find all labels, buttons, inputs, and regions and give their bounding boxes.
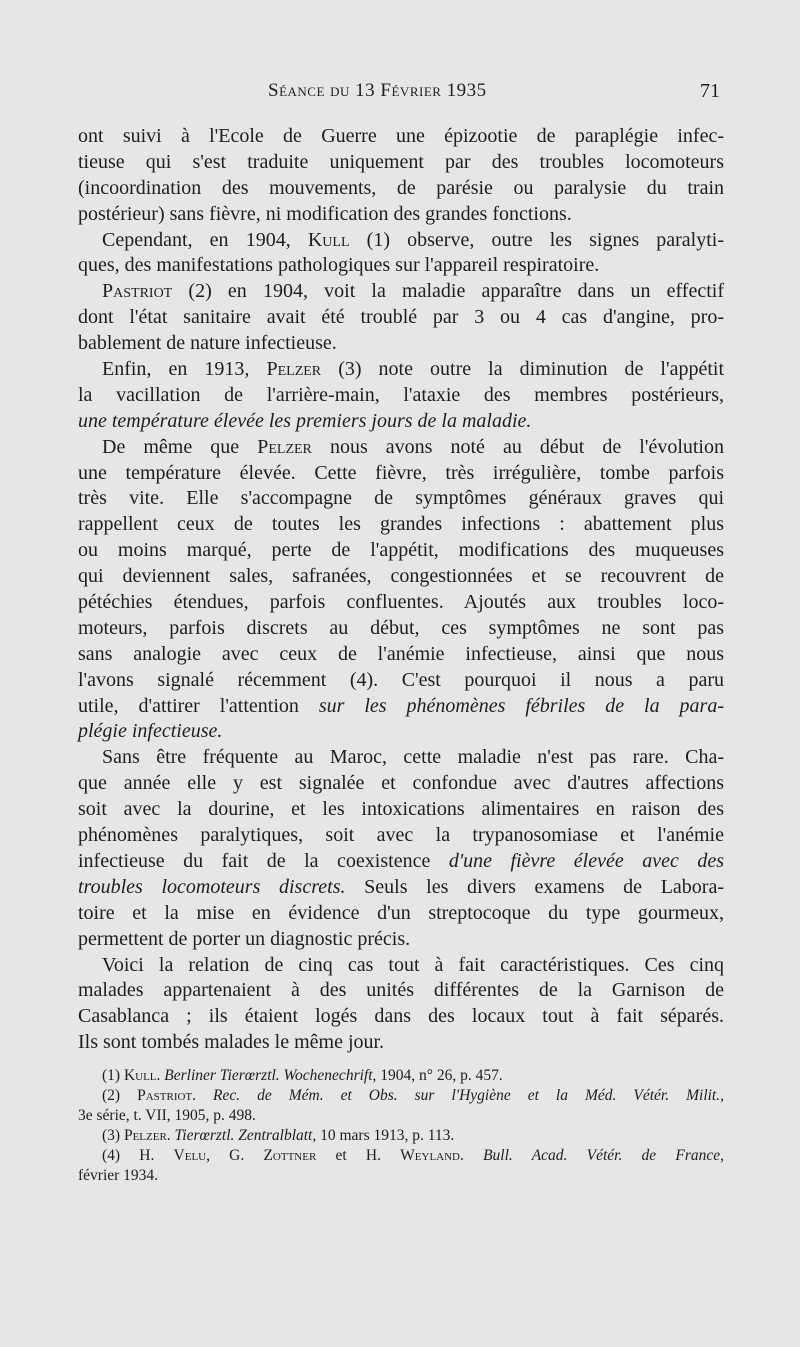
text-line xyxy=(78,849,724,875)
author-name: Kull. xyxy=(123,1067,161,1084)
text-run: Seuls les divers examens de Labora- xyxy=(345,875,724,898)
text-line: dont l'état sanitaire avait été troublé par 3 ou 4 cas d'angine, pro- xyxy=(78,306,724,329)
note-marker: (2) xyxy=(102,1087,138,1104)
text-line: une température élevée les premiers jours de la maladie. xyxy=(78,409,532,432)
text-line xyxy=(78,279,724,305)
note-marker: (4) H. xyxy=(102,1147,174,1164)
text-line: moteurs, parfois discrets au début, ces symptômes ne sont pas xyxy=(78,616,724,639)
author-name: Pelzer. xyxy=(123,1127,171,1144)
text-line: que année elle y est signalée et confondue avec d'autres affections xyxy=(78,772,724,795)
citation-details: 10 mars 1913, p. 113. xyxy=(316,1127,455,1144)
text-run: (3) note outre la diminution de l'appétit xyxy=(321,358,725,381)
footnote-2-cont: 3e série, t. VII, 1905, p. 498. xyxy=(78,1107,256,1124)
emphasis: d'une fièvre élevée avec des xyxy=(448,849,724,872)
text-line: phénomènes paralytiques, soit avec la trypanosomiase et l'anémie xyxy=(78,824,724,847)
text-run: Cependant, en 1904, xyxy=(102,228,308,251)
text-line: ou moins marqué, perte de l'appétit, modifications des muqueuses xyxy=(78,539,724,562)
text-run: Enfin, en 1913, xyxy=(102,358,267,381)
text-line: très vite. Elle s'accompagne de symptômes généraux graves qui xyxy=(78,487,724,510)
text-run: (2) en 1904, voit la maladie apparaître dans un effectif xyxy=(172,280,724,303)
emphasis: troubles locomoteurs discrets. xyxy=(78,875,346,898)
text-line: sans analogie avec ceux de l'anémie infectieuse, ainsi que nous xyxy=(78,642,724,665)
author-name: Pastriot xyxy=(102,280,173,303)
journal-title: Bull. Acad. Vétér. de France, xyxy=(463,1147,724,1164)
footnote-2 xyxy=(78,1086,724,1106)
text-line: tieuse qui s'est traduite uniquement par des troubles locomoteurs xyxy=(78,150,724,173)
text-run: , G. xyxy=(206,1147,264,1164)
text-run: (1) observe, outre les signes paralyti- xyxy=(349,228,724,251)
text-run: De même que xyxy=(102,435,258,458)
text-line: Ils sont tombés malades le même jour. xyxy=(78,1031,385,1054)
author-name: Pelzer xyxy=(257,435,312,458)
text-line: ont suivi à l'Ecole de Guerre une épizootie de paraplégie infec- xyxy=(78,125,724,147)
footnote-1 xyxy=(78,1066,724,1086)
text-line: soit avec la dourine, et les intoxications alimentaires en raison des xyxy=(78,798,724,821)
author-name: Pastriot. xyxy=(137,1087,197,1104)
text-run: nous avons noté au début de l'évolution xyxy=(311,435,724,458)
text-line: rappellent ceux de toutes les grandes infections : abattement plus xyxy=(78,513,724,536)
text-line xyxy=(78,357,724,383)
author-name: Kull xyxy=(307,228,350,251)
text-line: plégie infectieuse. xyxy=(78,720,223,743)
note-marker: (1) xyxy=(102,1067,124,1084)
text-line: pétéchies étendues, parfois confluentes. Ajoutés aux troubles loco- xyxy=(78,591,724,614)
text-line: ques, des manifestations pathologiques sur l'appareil respiratoire. xyxy=(78,254,600,277)
footnote-4 xyxy=(78,1146,724,1166)
running-head xyxy=(0,80,800,110)
footnote-3 xyxy=(78,1126,724,1146)
text-line: (incoordination des mouvements, de parésie ou paralysie du train xyxy=(78,176,724,199)
author-name: Velu xyxy=(173,1147,207,1164)
footnotes xyxy=(78,1066,724,1186)
journal-title: Rec. de Mém. et Obs. sur l'Hygiène et la Méd. Vétér. Milit., xyxy=(196,1087,724,1104)
text-line: malades appartenaient à des unités différentes de la Garnison de xyxy=(78,979,724,1002)
running-head-title: Séance du 13 Février 1935 xyxy=(268,80,487,101)
text-line: l'avons signalé récemment (4). C'est pourquoi il nous a paru xyxy=(78,668,724,691)
text-line: Sans être fréquente au Maroc, cette maladie n'est pas rare. Cha- xyxy=(102,746,724,769)
text-line xyxy=(78,228,724,254)
text-line xyxy=(78,435,724,461)
journal-title: Tierœrztl. Zentralblatt, xyxy=(170,1127,317,1144)
text-line: la vacillation de l'arrière-main, l'ataxie des membres postérieurs, xyxy=(78,383,724,406)
text-line: qui deviennent sales, safranées, congestionnées et se recouvrent de xyxy=(78,565,724,588)
note-marker: (3) xyxy=(102,1127,124,1144)
footnote-4-cont: février 1934. xyxy=(78,1167,159,1184)
text-line xyxy=(78,694,724,720)
citation-details: 1904, n° 26, p. 457. xyxy=(376,1067,503,1084)
text-line: une température élevée. Cette fièvre, très irrégulière, tombe parfois xyxy=(78,461,724,484)
text-line: Casablanca ; ils étaient logés dans des locaux tout à fait séparés. xyxy=(78,1005,724,1028)
author-name: Weyland. xyxy=(400,1147,464,1164)
text-line: toire et la mise en évidence d'un streptocoque du type gourmeux, xyxy=(78,901,724,924)
text-line xyxy=(78,875,724,901)
text-line: Voici la relation de cinq cas tout à fait caractéristiques. Ces cinq xyxy=(102,953,724,976)
body-text xyxy=(78,124,724,1056)
journal-title: Berliner Tierœrztl. Wochenechrift, xyxy=(160,1067,377,1084)
text-run: utile, d'attirer l'attention xyxy=(78,694,319,717)
text-line: permettent de porter un diagnostic précis. xyxy=(78,927,411,950)
text-line: postérieur) sans fièvre, ni modification des grandes fonctions. xyxy=(78,202,572,225)
author-name: Zottner xyxy=(263,1147,317,1164)
author-name: Pelzer xyxy=(266,358,322,381)
emphasis: sur les phénomènes fébriles de la para- xyxy=(318,694,724,717)
text-run: et H. xyxy=(316,1147,401,1164)
text-line: bablement de nature infectieuse. xyxy=(78,332,337,355)
text-run: infectieuse du fait de la coexistence xyxy=(78,849,449,872)
page-number: 71 xyxy=(700,80,720,102)
